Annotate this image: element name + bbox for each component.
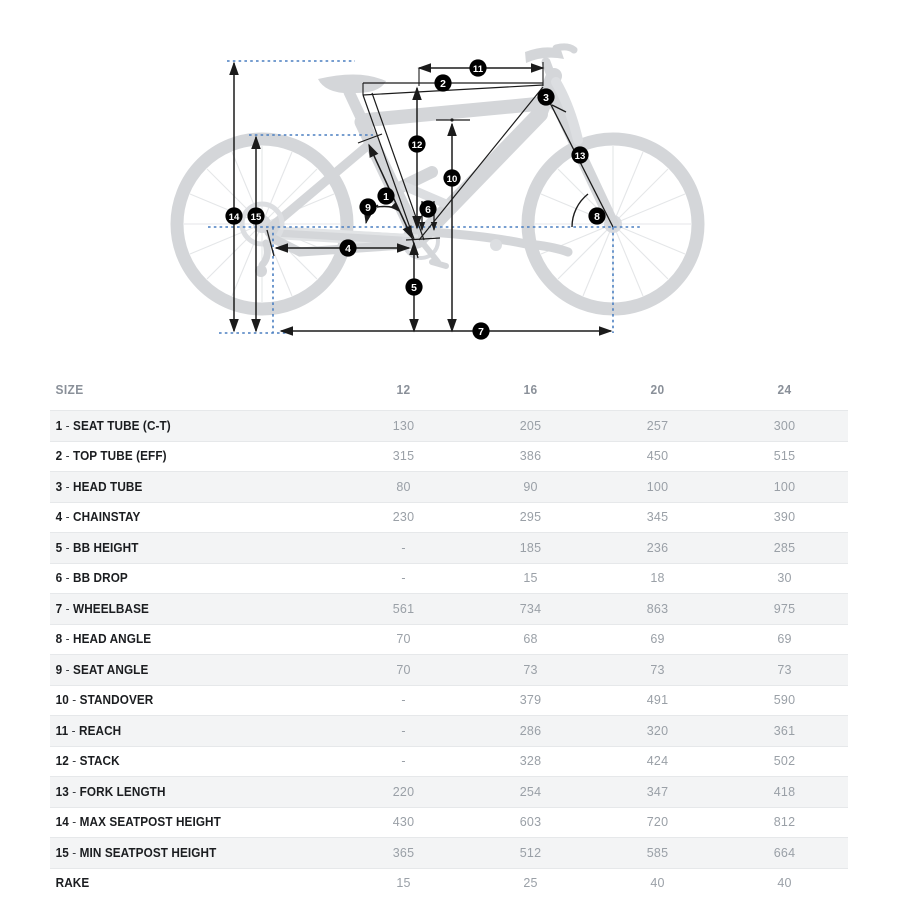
row-label xyxy=(50,624,323,655)
row-number: 15 xyxy=(55,845,69,860)
cell-size-20: 100 xyxy=(594,472,721,503)
cell-size-12: 365 xyxy=(340,838,467,869)
table-row xyxy=(50,563,848,594)
row-separator: - xyxy=(62,571,74,586)
row-label-text: FORK LENGTH xyxy=(79,784,166,799)
row-label xyxy=(50,716,323,747)
row-label-text: TOP TUBE (EFF) xyxy=(73,449,167,464)
table-body xyxy=(50,411,848,898)
cell-size-20: 424 xyxy=(646,754,669,769)
row-label-text: REACH xyxy=(78,723,122,738)
badge-label: 8 xyxy=(594,211,600,223)
cell-size-20: 257 xyxy=(594,411,721,442)
geometry-table xyxy=(50,372,848,898)
badge-label: 9 xyxy=(365,202,371,214)
cell-size-20: 18 xyxy=(650,571,665,586)
cell-size-24: 590 xyxy=(773,693,796,708)
cell-size-12: 80 xyxy=(340,472,467,503)
cell-size-20: 585 xyxy=(594,838,721,869)
cell-size-16: 25 xyxy=(523,876,538,891)
row-separator: - xyxy=(68,784,80,799)
row-label-text: SEAT TUBE (C-T) xyxy=(73,418,171,433)
badge-label: 5 xyxy=(411,282,417,294)
row-label-text: STANDOVER xyxy=(79,693,154,708)
cell-size-12: - xyxy=(401,754,406,769)
badge-wheelbase xyxy=(472,322,489,339)
cell-size-12: 15 xyxy=(396,876,411,891)
cell-size-24: 418 xyxy=(721,777,848,808)
cell-size-16: 205 xyxy=(467,411,594,442)
cell-size-24: 300 xyxy=(721,411,848,442)
row-separator: - xyxy=(68,754,80,769)
row-label xyxy=(50,838,323,869)
row-separator: - xyxy=(62,540,74,555)
geometry-diagram xyxy=(0,0,898,368)
table-row xyxy=(50,441,848,472)
badge-head-tube xyxy=(537,88,554,105)
row-separator: - xyxy=(62,449,74,464)
cell-size-12: 70 xyxy=(340,655,467,686)
row-number: 8 xyxy=(55,632,63,647)
cell-size-16: 15 xyxy=(523,571,538,586)
cell-size-12: 561 xyxy=(340,594,467,625)
table-row xyxy=(50,868,848,898)
badge-min-seatpost-height xyxy=(247,207,264,224)
row-number: 4 xyxy=(55,510,63,525)
cell-size-24: 40 xyxy=(777,876,792,891)
table-row xyxy=(50,716,848,747)
table-row xyxy=(50,807,848,838)
row-label-text: RAKE xyxy=(55,876,90,891)
cell-size-12: - xyxy=(401,693,406,708)
column-header-size-12: 12 xyxy=(345,372,462,411)
cell-size-20: 69 xyxy=(650,632,665,647)
cell-size-20: 491 xyxy=(646,693,669,708)
cell-size-16: 512 xyxy=(467,838,594,869)
row-number: 7 xyxy=(55,601,63,616)
badge-label: 7 xyxy=(478,326,484,338)
cell-size-24: 69 xyxy=(777,632,792,647)
table-row xyxy=(50,746,848,777)
table-row xyxy=(50,655,848,686)
badge-bb-height xyxy=(405,278,422,295)
cell-size-12: 230 xyxy=(392,510,415,525)
row-number: 10 xyxy=(55,693,69,708)
row-number: 11 xyxy=(55,723,69,738)
cell-size-20: 450 xyxy=(646,449,669,464)
row-label xyxy=(50,868,323,898)
cell-size-12: - xyxy=(340,716,467,747)
cell-size-20: 863 xyxy=(594,594,721,625)
badge-label: 10 xyxy=(446,173,458,185)
badge-label: 11 xyxy=(472,63,484,75)
cell-size-20: 73 xyxy=(594,655,721,686)
badge-bb-drop xyxy=(419,200,436,217)
cell-size-20: 320 xyxy=(594,716,721,747)
row-number: 2 xyxy=(55,449,63,464)
cell-size-12: 430 xyxy=(392,815,415,830)
cell-size-24: 285 xyxy=(721,533,848,564)
row-number: 9 xyxy=(55,662,63,677)
row-label xyxy=(50,746,323,777)
badge-fork-length xyxy=(571,146,588,163)
row-label-text: WHEELBASE xyxy=(73,601,149,616)
row-label xyxy=(50,807,323,838)
column-header-size: SIZE xyxy=(50,372,317,411)
badge-label: 2 xyxy=(440,78,446,90)
row-label xyxy=(50,472,323,503)
column-header-size-16: 16 xyxy=(472,372,589,411)
row-label-text: HEAD TUBE xyxy=(73,479,143,494)
table-row xyxy=(50,685,848,716)
cell-size-24: 812 xyxy=(773,815,796,830)
row-label-text: MIN SEATPOST HEIGHT xyxy=(79,845,217,860)
row-number: 12 xyxy=(55,754,69,769)
cell-size-20: 347 xyxy=(594,777,721,808)
cell-size-16: 68 xyxy=(523,632,538,647)
badge-max-seatpost-height xyxy=(225,207,242,224)
cell-size-20: 720 xyxy=(646,815,669,830)
row-label xyxy=(50,502,323,533)
cell-size-16: 295 xyxy=(519,510,542,525)
row-label xyxy=(50,533,323,564)
cell-size-16: 379 xyxy=(519,693,542,708)
badge-label: 3 xyxy=(543,92,549,104)
row-label xyxy=(50,685,323,716)
geometry-table-panel xyxy=(50,372,848,898)
badge-reach xyxy=(469,59,486,76)
badge-seat-angle xyxy=(359,198,376,215)
badge-top-tube-eff xyxy=(434,74,451,91)
cell-size-24: 515 xyxy=(773,449,796,464)
badge-stack xyxy=(408,135,425,152)
row-separator: - xyxy=(62,601,74,616)
cell-size-16: 90 xyxy=(467,472,594,503)
row-separator: - xyxy=(62,662,74,677)
row-label xyxy=(50,563,323,594)
table-row xyxy=(50,411,848,442)
row-label-text: SEAT ANGLE xyxy=(73,662,149,677)
cell-size-16: 73 xyxy=(467,655,594,686)
table-row xyxy=(50,594,848,625)
row-separator: - xyxy=(68,815,80,830)
badge-head-angle xyxy=(588,207,605,224)
badge-seat-tube xyxy=(377,187,394,204)
badge-label: 4 xyxy=(345,243,351,255)
row-number: 3 xyxy=(55,479,63,494)
cell-size-16: 328 xyxy=(519,754,542,769)
table-row xyxy=(50,777,848,808)
row-number: 6 xyxy=(55,571,63,586)
cell-size-16: 734 xyxy=(467,594,594,625)
column-header-size-20: 20 xyxy=(599,372,716,411)
cell-size-12: 220 xyxy=(340,777,467,808)
cell-size-24: 361 xyxy=(721,716,848,747)
cell-size-12: - xyxy=(340,533,467,564)
diagram-badges xyxy=(225,59,605,339)
badge-label: 13 xyxy=(574,150,586,162)
row-label xyxy=(50,777,323,808)
row-separator: - xyxy=(62,632,74,647)
cell-size-20: 40 xyxy=(650,876,665,891)
cell-size-12: 315 xyxy=(392,449,415,464)
cell-size-24: 390 xyxy=(773,510,796,525)
row-separator: - xyxy=(68,723,79,738)
row-label xyxy=(50,441,323,472)
row-label xyxy=(50,411,323,442)
cell-size-12: 70 xyxy=(396,632,411,647)
row-separator: - xyxy=(68,693,80,708)
row-label-text: HEAD ANGLE xyxy=(73,632,152,647)
table-row xyxy=(50,502,848,533)
row-label-text: BB DROP xyxy=(73,571,128,586)
cell-size-24: 100 xyxy=(721,472,848,503)
row-label-text: BB HEIGHT xyxy=(73,540,139,555)
row-separator: - xyxy=(62,479,74,494)
row-label-text: STACK xyxy=(79,754,120,769)
row-number: 13 xyxy=(55,784,69,799)
row-label xyxy=(50,655,323,686)
column-header-size-24: 24 xyxy=(726,372,843,411)
table-header xyxy=(50,372,848,411)
table-row xyxy=(50,838,848,869)
badge-label: 14 xyxy=(228,211,240,223)
row-separator: - xyxy=(62,418,74,433)
row-number: 5 xyxy=(55,540,63,555)
badge-standover xyxy=(443,169,460,186)
cell-size-12: - xyxy=(401,571,406,586)
cell-size-24: 73 xyxy=(721,655,848,686)
row-separator: - xyxy=(62,510,74,525)
cell-size-24: 502 xyxy=(773,754,796,769)
row-label-text: MAX SEATPOST HEIGHT xyxy=(79,815,221,830)
table-row xyxy=(50,472,848,503)
cell-size-16: 185 xyxy=(467,533,594,564)
badge-label: 1 xyxy=(383,191,389,203)
badge-chainstay xyxy=(339,239,356,256)
table-row xyxy=(50,533,848,564)
badge-label: 6 xyxy=(425,204,431,216)
cell-size-20: 236 xyxy=(594,533,721,564)
cell-size-16: 603 xyxy=(519,815,542,830)
cell-size-24: 975 xyxy=(721,594,848,625)
row-label-text: CHAINSTAY xyxy=(73,510,141,525)
row-separator: - xyxy=(68,845,80,860)
table-header-row xyxy=(50,372,848,411)
cell-size-12: 130 xyxy=(340,411,467,442)
row-number: 14 xyxy=(55,815,69,830)
cell-size-20: 345 xyxy=(646,510,669,525)
row-number: 1 xyxy=(55,418,63,433)
table-row xyxy=(50,624,848,655)
cell-size-24: 664 xyxy=(721,838,848,869)
cell-size-16: 286 xyxy=(467,716,594,747)
badge-label: 15 xyxy=(250,211,262,223)
cell-size-24: 30 xyxy=(777,571,792,586)
geometry-diagram-panel xyxy=(0,0,898,368)
row-label xyxy=(50,594,323,625)
cell-size-16: 254 xyxy=(467,777,594,808)
cell-size-16: 386 xyxy=(519,449,542,464)
badge-label: 12 xyxy=(411,139,423,151)
